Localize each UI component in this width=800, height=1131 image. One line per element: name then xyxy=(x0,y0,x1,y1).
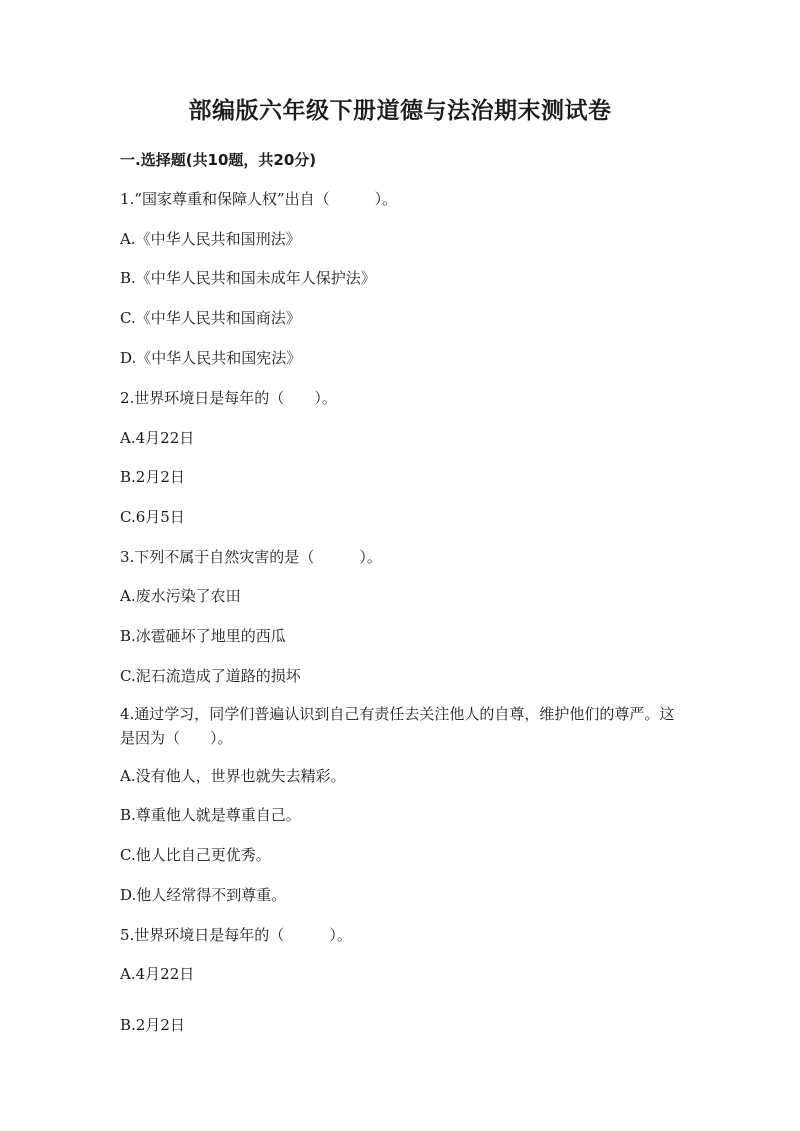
question-4: 4.通过学习，同学们普遍认识到自己有责任去关注他人的自尊，维护他们的尊严。这是因为（ ）。 xyxy=(120,705,675,747)
question-3-option-a: A.废水污染了农田 xyxy=(120,587,241,605)
question-2-option-b: B.2月2日 xyxy=(120,468,185,486)
question-4-option-a: A.没有他人，世界也就失去精彩。 xyxy=(120,767,346,785)
question-4-option-c: C.他人比自己更优秀。 xyxy=(120,846,271,864)
question-4-option-d: D.他人经常得不到尊重。 xyxy=(120,886,287,904)
question-4-option-b: B.尊重他人就是尊重自己。 xyxy=(120,806,301,824)
question-1-option-d: D.《中华人民共和国宪法》 xyxy=(120,349,302,367)
question-1-option-c: C.《中华人民共和国商法》 xyxy=(120,309,301,327)
question-1-option-b: B.《中华人民共和国未成年人保护法》 xyxy=(120,269,376,287)
question-5-option-a: A.4月22日 xyxy=(120,965,195,983)
question-2-option-a: A.4月22日 xyxy=(120,429,195,447)
page-title: 部编版六年级下册道德与法治期末测试卷 xyxy=(188,98,612,124)
question-3-option-c: C.泥石流造成了道路的损坏 xyxy=(120,667,301,685)
question-2: 2.世界环境日是每年的（ ）。 xyxy=(120,389,337,407)
section-heading: 一.选择题(共10题，共20分) xyxy=(120,151,317,169)
question-3: 3.下列不属于自然灾害的是（ ）。 xyxy=(120,548,382,566)
question-2-option-c: C.6月5日 xyxy=(120,508,185,526)
question-1-option-a: A.《中华人民共和国刑法》 xyxy=(120,230,301,248)
question-5-option-b: B.2月2日 xyxy=(120,1016,185,1034)
question-3-option-b: B.冰雹砸坏了地里的西瓜 xyxy=(120,627,286,645)
question-1: 1.“国家尊重和保障人权”出自（ ）。 xyxy=(120,190,398,208)
question-5: 5.世界环境日是每年的（ ）。 xyxy=(120,926,352,944)
